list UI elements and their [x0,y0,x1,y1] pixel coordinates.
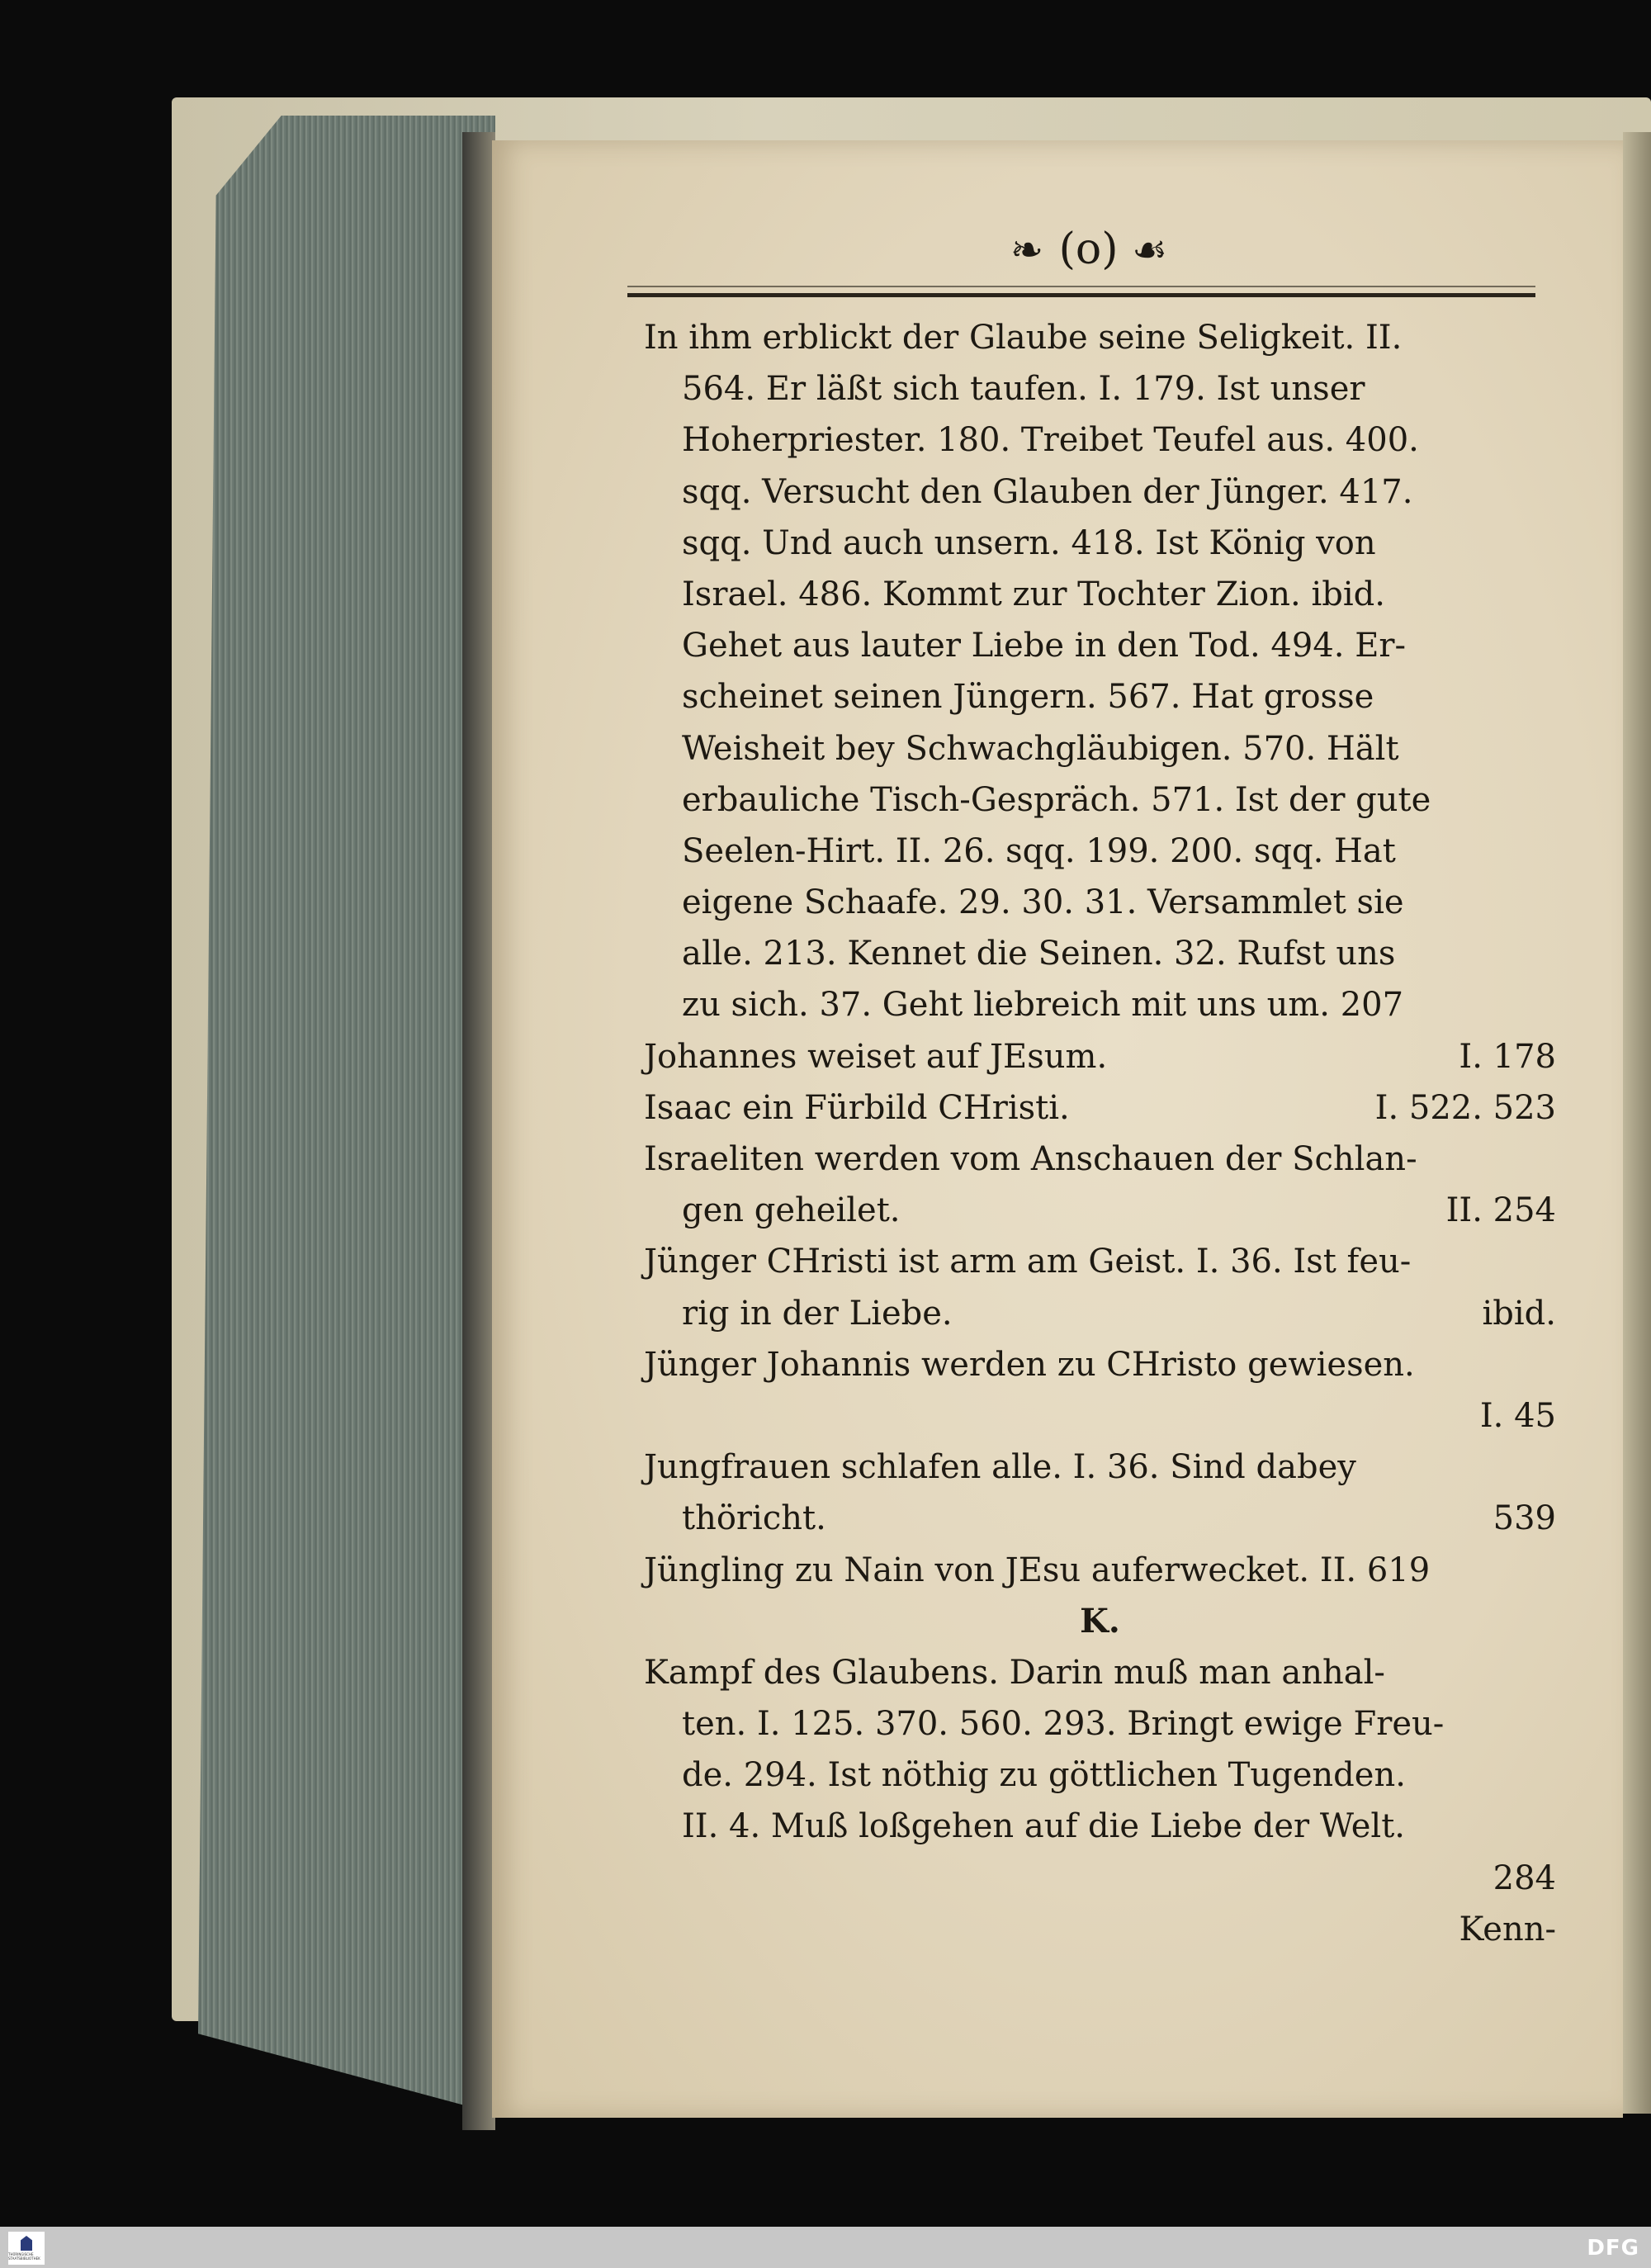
text-line: alle. 213. Kennet die Seinen. 32. Rufst uns [682,935,1396,973]
header-rule [627,293,1535,297]
page-marker: (o) [1058,225,1119,274]
entry-reference: I. 522. 523 [1374,1088,1556,1127]
catchword: Kenn- [1459,1910,1556,1948]
entry-reference: 539 [1493,1499,1556,1538]
right-page-edge [1623,132,1651,2114]
text-line: 284 [1493,1858,1556,1897]
text-line: II. 4. Muß loßgehen auf die Liebe der Welt. [682,1807,1405,1846]
running-head [925,225,1255,282]
index-entry [644,1185,1556,1236]
text-line: Hoherpriester. 180. Treibet Teufel aus. 400. [682,421,1419,460]
text-line: I. 45 [1479,1396,1556,1435]
text-line: Kampf des Glaubens. Darin muß man anhal- [644,1653,1385,1692]
text-line: Israel. 486. Kommt zur Tochter Zion. ibid. [682,575,1385,613]
page-edges [198,116,495,2114]
text-line: erbauliche Tisch-Gespräch. 571. Ist der gute [682,780,1431,819]
index-entry [644,1288,1556,1339]
text-line: Weisheit bey Schwachgläubigen. 570. Hält [682,729,1399,768]
index-text [644,312,1556,1955]
text-line: zu sich. 37. Geht liebreich mit uns um. 207 [682,986,1404,1025]
entry-reference: ibid. [1482,1294,1556,1333]
left-ornament-icon: ❧ [1010,227,1046,273]
text-line: eigene Schaafe. 29. 30. 31. Versammlet sie [682,883,1404,922]
seal-icon [21,2236,32,2251]
library-logo[interactable] [8,2232,45,2265]
entry-text: gen geheilet. [682,1191,901,1230]
text-line: Jünger Johannis werden zu CHristo gewiesen. [644,1345,1415,1384]
page-gutter [462,132,495,2130]
text-line: In ihm erblickt der Glaube seine Seligkeit. II. [644,319,1403,357]
entry-reference: II. 254 [1445,1191,1556,1230]
text-line: Jungfrauen schlafen alle. I. 36. Sind dabey [644,1448,1356,1487]
text-line: scheinet seinen Jüngern. 567. Hat grosse [682,678,1374,717]
text-line: Israeliten werden vom Anschauen der Schlan- [644,1140,1417,1178]
text-line: 564. Er läßt sich taufen. I. 179. Ist unser [682,370,1365,409]
text-line: Jünger CHristi ist arm am Geist. I. 36. Ist feu- [644,1243,1412,1281]
text-line: Jüngling zu Nain von JEsu auferwecket. II. 619 [644,1551,1431,1589]
dfg-logo[interactable]: DFG [1587,2236,1639,2261]
text-line: de. 294. Ist nöthig zu göttlichen Tugenden. [682,1756,1406,1795]
viewer-footer-bar [0,2227,1651,2268]
text-line: ten. I. 125. 370. 560. 293. Bringt ewige Freu- [682,1705,1445,1744]
header-rule-thin [627,286,1535,287]
entry-text: Johannes weiset auf JEsum. [644,1037,1108,1076]
library-logo-label: THÜRINGISCHE STAATSBIBLIOTHEK [8,2252,40,2261]
index-entry [644,1031,1556,1082]
text-line: sqq. Und auch unsern. 418. Ist König von [682,523,1376,562]
index-entry [644,1082,1556,1134]
entry-reference: I. 178 [1459,1037,1556,1076]
text-line: Gehet aus lauter Liebe in den Tod. 494. Er- [682,627,1407,665]
right-ornament-icon: ☙ [1132,227,1170,273]
section-letter: K. [1080,1601,1120,1641]
text-line: Seelen-Hirt. II. 26. sqq. 199. 200. sqq. Hat [682,831,1396,870]
entry-text: Isaac ein Fürbild CHristi. [644,1088,1070,1127]
entry-text: rig in der Liebe. [682,1294,953,1333]
entry-text: thöricht. [682,1499,826,1538]
text-line: sqq. Versucht den Glauben der Jünger. 417. [682,472,1413,511]
index-entry [644,1493,1556,1544]
